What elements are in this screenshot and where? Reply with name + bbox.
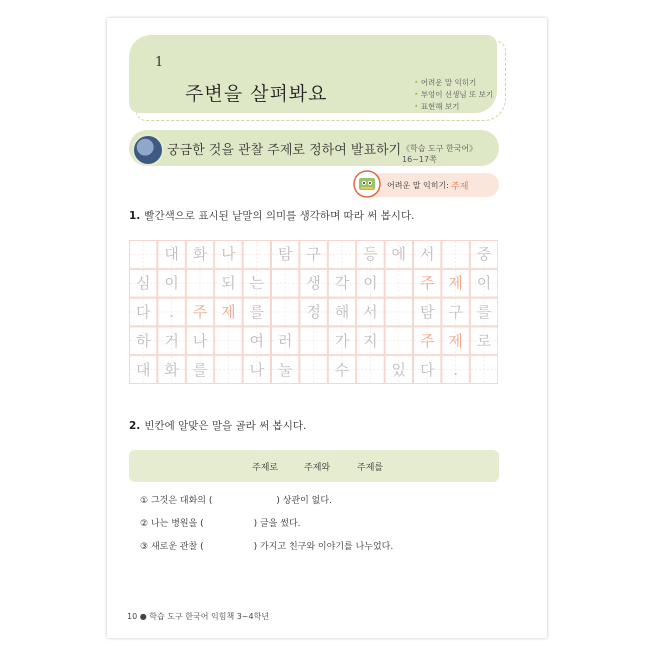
question-text: 빨간색으로 표시된 낱말의 의미를 생각하며 따라 써 봅시다.: [144, 210, 415, 222]
grid-cell-char[interactable]: 수: [334, 360, 350, 379]
owl-book-icon: [352, 169, 382, 199]
footer-bullet: ●: [139, 612, 147, 621]
unit-goals-list: [414, 77, 493, 113]
grid-cell-char[interactable]: 있: [391, 360, 407, 379]
grid-cell-char[interactable]: 나: [249, 360, 265, 379]
grid-cell-char[interactable]: 정: [306, 303, 321, 321]
grid-cell-char[interactable]: 를: [192, 360, 208, 379]
grid-cell-char[interactable]: [444, 242, 468, 266]
grid-cell-char[interactable]: .: [453, 360, 458, 379]
magnifier-icon: [132, 134, 164, 166]
grid-cell-char[interactable]: 이: [476, 274, 492, 293]
grid-cell-char[interactable]: 중: [476, 245, 492, 264]
grid-cell-char[interactable]: 로: [476, 331, 492, 350]
word-choice: 주제를: [357, 463, 384, 473]
section-reference: 《학습 도구 한국어》 16~17쪽: [402, 144, 478, 164]
grid-cell-char[interactable]: 대: [135, 360, 151, 379]
item-after-text: ) 글을 썼다.: [253, 519, 301, 529]
grid-cell-char[interactable]: 를: [249, 303, 265, 321]
grid-cell-char[interactable]: 나: [192, 331, 208, 350]
question-number: 2.: [129, 420, 141, 432]
grid-cell-char[interactable]: 러: [277, 331, 293, 350]
grid-cell-char[interactable]: [330, 242, 354, 266]
grid-cell-char[interactable]: 생: [306, 274, 321, 293]
grid-cell-char[interactable]: 여: [249, 331, 265, 350]
grid-cell-char[interactable]: 지: [363, 331, 378, 350]
item-after-text: ) 가지고 친구와 이야기를 나누었다.: [253, 542, 394, 552]
fill-item: [140, 493, 332, 506]
page-number: 10: [127, 612, 138, 621]
grid-cell-char[interactable]: [245, 242, 269, 266]
grid-cell-char[interactable]: [273, 271, 297, 295]
word-choice: 주제로: [252, 463, 279, 473]
unit-number: 1: [155, 55, 164, 70]
grid-cell-char[interactable]: [358, 358, 382, 382]
grid-cell-char[interactable]: 구: [448, 303, 463, 321]
item-before-text: 나는 병원을 (: [150, 519, 204, 529]
tracing-grid: [129, 240, 499, 384]
item-before-text: 그것은 대화의 (: [150, 496, 213, 506]
grid-cell-char[interactable]: [273, 300, 297, 324]
grid-cell-char[interactable]: [472, 358, 496, 382]
grid-cell-char[interactable]: 탐: [277, 245, 293, 264]
grid-cell-char[interactable]: 는: [249, 274, 265, 293]
grid-cell-char[interactable]: 주: [419, 331, 435, 350]
grid-cell-char[interactable]: 이: [164, 274, 179, 293]
grid-cell-char[interactable]: 구: [306, 245, 321, 264]
book-title: 학습 도구 한국어 익힘책 3~4학년: [149, 612, 270, 621]
grid-cell-char[interactable]: .: [169, 303, 174, 321]
grid-cell-char[interactable]: 눌: [277, 360, 293, 379]
grid-cell-char[interactable]: 대: [164, 245, 179, 264]
grid-cell-char[interactable]: 제: [448, 274, 463, 293]
unit-title: 주변을 살펴봐요: [185, 83, 328, 105]
item-mark: ③: [140, 542, 149, 552]
fill-item: [140, 539, 393, 552]
fill-item: [140, 516, 301, 529]
item-after-text: ) 상관이 없다.: [276, 496, 332, 506]
word-choice-box: [129, 450, 499, 482]
item-before-text: 새로운 관찰 (: [150, 542, 204, 552]
grid-cell-char[interactable]: 다: [419, 360, 435, 379]
grid-cell-char[interactable]: 이: [363, 274, 378, 293]
grid-cell-char[interactable]: 심: [135, 274, 151, 293]
grid-cell-char[interactable]: 거: [164, 331, 179, 350]
section-header: [129, 130, 499, 166]
question-1: [129, 208, 414, 223]
grid-cell-char[interactable]: 주: [192, 303, 208, 321]
section-title: 궁금한 것을 관찰 주제로 정하여 발표하기: [167, 143, 402, 158]
grid-cell-char[interactable]: 제: [221, 303, 236, 321]
grid-cell-char[interactable]: [302, 329, 326, 353]
grid-cell-char[interactable]: 해: [334, 303, 350, 321]
vocab-label: 어려운 말 익히기:: [387, 181, 449, 190]
item-mark: ①: [140, 496, 149, 506]
grid-cell-char[interactable]: [387, 271, 411, 295]
grid-cell-char[interactable]: 제: [448, 331, 463, 350]
unit-header: [129, 35, 497, 113]
question-number: 1.: [129, 210, 141, 222]
grid-cell-char[interactable]: [216, 329, 240, 353]
item-mark: ②: [140, 519, 149, 529]
grid-cell-char[interactable]: 에: [391, 245, 407, 264]
unit-goal-item: • 어려운 말 익히기: [414, 77, 493, 89]
grid-cell-char[interactable]: [387, 329, 411, 353]
grid-cell-char[interactable]: 서: [419, 245, 435, 264]
grid-cell-char[interactable]: 나: [221, 245, 236, 264]
grid-cell-char[interactable]: [188, 271, 212, 295]
word-choice: 주제와: [304, 463, 331, 473]
grid-cell-char[interactable]: [387, 300, 411, 324]
question-2: [129, 418, 306, 433]
grid-cell-char[interactable]: 탐: [419, 303, 435, 321]
grid-cell-char[interactable]: 하: [135, 331, 151, 350]
page-footer: [127, 611, 269, 622]
unit-goal-item: • 표현해 보기: [414, 101, 493, 113]
unit-goal-item: • 부엉이 선생님 또 보기: [414, 89, 493, 101]
grid-cell-char[interactable]: 주: [419, 274, 435, 293]
vocab-word: 주제: [451, 182, 469, 192]
vocab-chip: [355, 173, 499, 197]
grid-cell-char[interactable]: 가: [334, 331, 350, 350]
question-text: 빈칸에 알맞은 말을 골라 써 봅시다.: [144, 420, 307, 432]
grid-cell-char[interactable]: [131, 242, 155, 266]
grid-cell-char[interactable]: 화: [192, 245, 208, 264]
grid-cell-char[interactable]: [302, 358, 326, 382]
grid-cell-char[interactable]: 각: [334, 274, 350, 293]
grid-cell-char[interactable]: 를: [476, 303, 492, 321]
grid-cell-char[interactable]: 화: [164, 360, 179, 379]
grid-cell-char[interactable]: 되: [221, 274, 236, 293]
grid-cell-char[interactable]: [216, 358, 240, 382]
grid-cell-char[interactable]: 서: [363, 303, 378, 321]
grid-cell-char[interactable]: 등: [363, 245, 378, 264]
grid-cell-char[interactable]: 다: [135, 303, 151, 321]
workbook-page: [107, 18, 547, 638]
